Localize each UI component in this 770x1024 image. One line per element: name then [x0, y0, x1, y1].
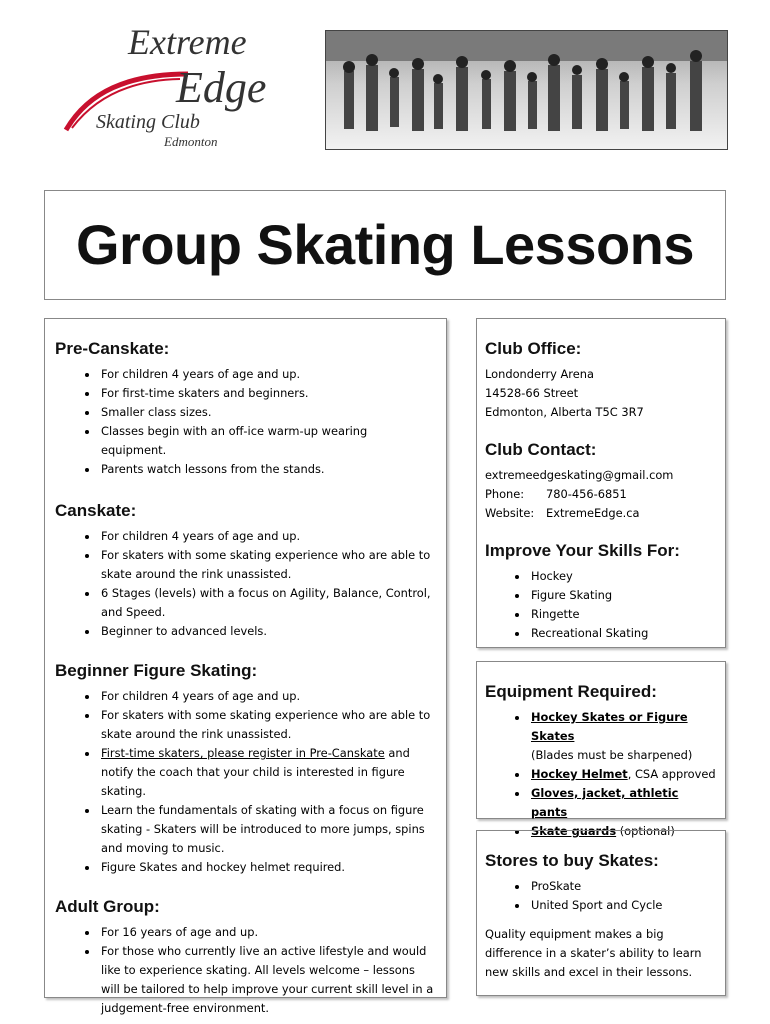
list-item: • For first-time skaters and beginners. [99, 384, 436, 403]
precanskate-section [55, 339, 436, 479]
list-item: • Smaller class sizes. [99, 403, 436, 422]
equipment-heading: Equipment Required: [485, 682, 657, 701]
list-item: • For children 4 years of age and up. [99, 365, 436, 384]
office-heading: Club Office: [485, 339, 582, 358]
list-item: • 6 Stages (levels) with a focus on Agility, Balance, Control, and Speed. [99, 584, 436, 622]
list-item-text: and notify the coach that your child is interested in figure skating. [101, 746, 410, 798]
improve-heading: Improve Your Skills For: [485, 541, 680, 560]
list-item [529, 784, 717, 822]
list-item: • For skaters with some skating experience who are able to skate around the rink unassisted. [99, 546, 436, 584]
club-logo [58, 22, 268, 150]
contact-phone-row [485, 485, 717, 504]
equipment-guards: Skate guards [531, 824, 617, 838]
equipment-guards-note: (optional) [616, 824, 675, 838]
list-item [99, 744, 436, 801]
list-item: • Classes begin with an off-ice warm-up wearing equipment. [99, 422, 436, 460]
lessons-panel [44, 318, 447, 1015]
phone-label: Phone: [485, 487, 525, 501]
stores-panel [476, 830, 726, 996]
list-item: • Recreational Skating [529, 624, 717, 643]
logo-line3: Skating Club [96, 111, 200, 133]
list-item [529, 765, 717, 784]
list-item: • ProSkate [529, 877, 717, 896]
list-item: • Ringette [529, 605, 717, 624]
list-item: • For those who currently live an active lifestyle and would like to experience skating. All levels welcome – lessons will be tailored to help improve your current skill level in a judgement-free environment. [99, 942, 436, 1018]
list-item [529, 708, 717, 765]
equipment-helmet: Hockey Helmet [531, 767, 628, 781]
canskate-section [55, 501, 436, 641]
club-info-panel [476, 318, 726, 648]
logo-line2: Edge [176, 63, 267, 112]
equipment-skates-note: (Blades must be sharpened) [531, 748, 693, 762]
list-item: • For 16 years of age and up. [99, 923, 436, 942]
stores-note: Quality equipment makes a big difference in a skater’s ability to learn new skills and excel in their lessons. [485, 927, 702, 979]
list-item: • Figure Skates and hockey helmet required. [99, 858, 436, 877]
title-box [44, 190, 726, 300]
figure-skating-section [55, 661, 436, 877]
office-street: 14528-66 Street [485, 386, 579, 400]
contact-email[interactable]: extremeedgeskating@gmail.com [485, 468, 674, 482]
contact-website-row [485, 504, 717, 523]
equipment-panel [476, 661, 726, 838]
list-item: • Parents watch lessons from the stands. [99, 460, 436, 479]
figure-skating-heading: Beginner Figure Skating: [55, 661, 258, 680]
stores-heading: Stores to buy Skates: [485, 851, 659, 870]
list-item: • Learn the fundamentals of skating with a focus on figure skating - Skaters will be introduced to more jumps, spins and moving to music. [99, 801, 436, 858]
list-item: • United Sport and Cycle [529, 896, 717, 915]
phone-value: 780-456-6851 [546, 487, 627, 501]
list-item: • Beginner to advanced levels. [99, 622, 436, 641]
skaters-photo [325, 30, 728, 150]
office-city: Edmonton, Alberta T5C 3R7 [485, 405, 644, 419]
adult-group-section [55, 897, 436, 1018]
website-label: Website: [485, 506, 535, 520]
page-title: Group Skating Lessons [75, 213, 695, 276]
equipment-clothing: Gloves, jacket, athletic pants [531, 786, 679, 819]
list-item: • For skaters with some skating experience who are able to skate around the rink unassisted. [99, 706, 436, 744]
logo-line4: Edmonton [164, 134, 218, 149]
precanskate-heading: Pre-Canskate: [55, 339, 170, 358]
equipment-helmet-note: , CSA approved [627, 767, 716, 781]
list-item: • Hockey [529, 567, 717, 586]
list-item: • Figure Skating [529, 586, 717, 605]
list-item: • For children 4 years of age and up. [99, 527, 436, 546]
website-link[interactable]: ExtremeEdge.ca [546, 506, 640, 520]
list-item: • For children 4 years of age and up. [99, 687, 436, 706]
equipment-skates: Hockey Skates or Figure Skates [531, 710, 688, 743]
adult-group-heading: Adult Group: [55, 897, 160, 916]
logo-line1: Extreme [128, 22, 247, 62]
canskate-heading: Canskate: [55, 501, 137, 520]
office-name: Londonderry Arena [485, 367, 594, 381]
precanskate-register-link[interactable]: First-time skaters, please register in Pre-Canskate [101, 746, 385, 760]
contact-heading: Club Contact: [485, 440, 597, 459]
